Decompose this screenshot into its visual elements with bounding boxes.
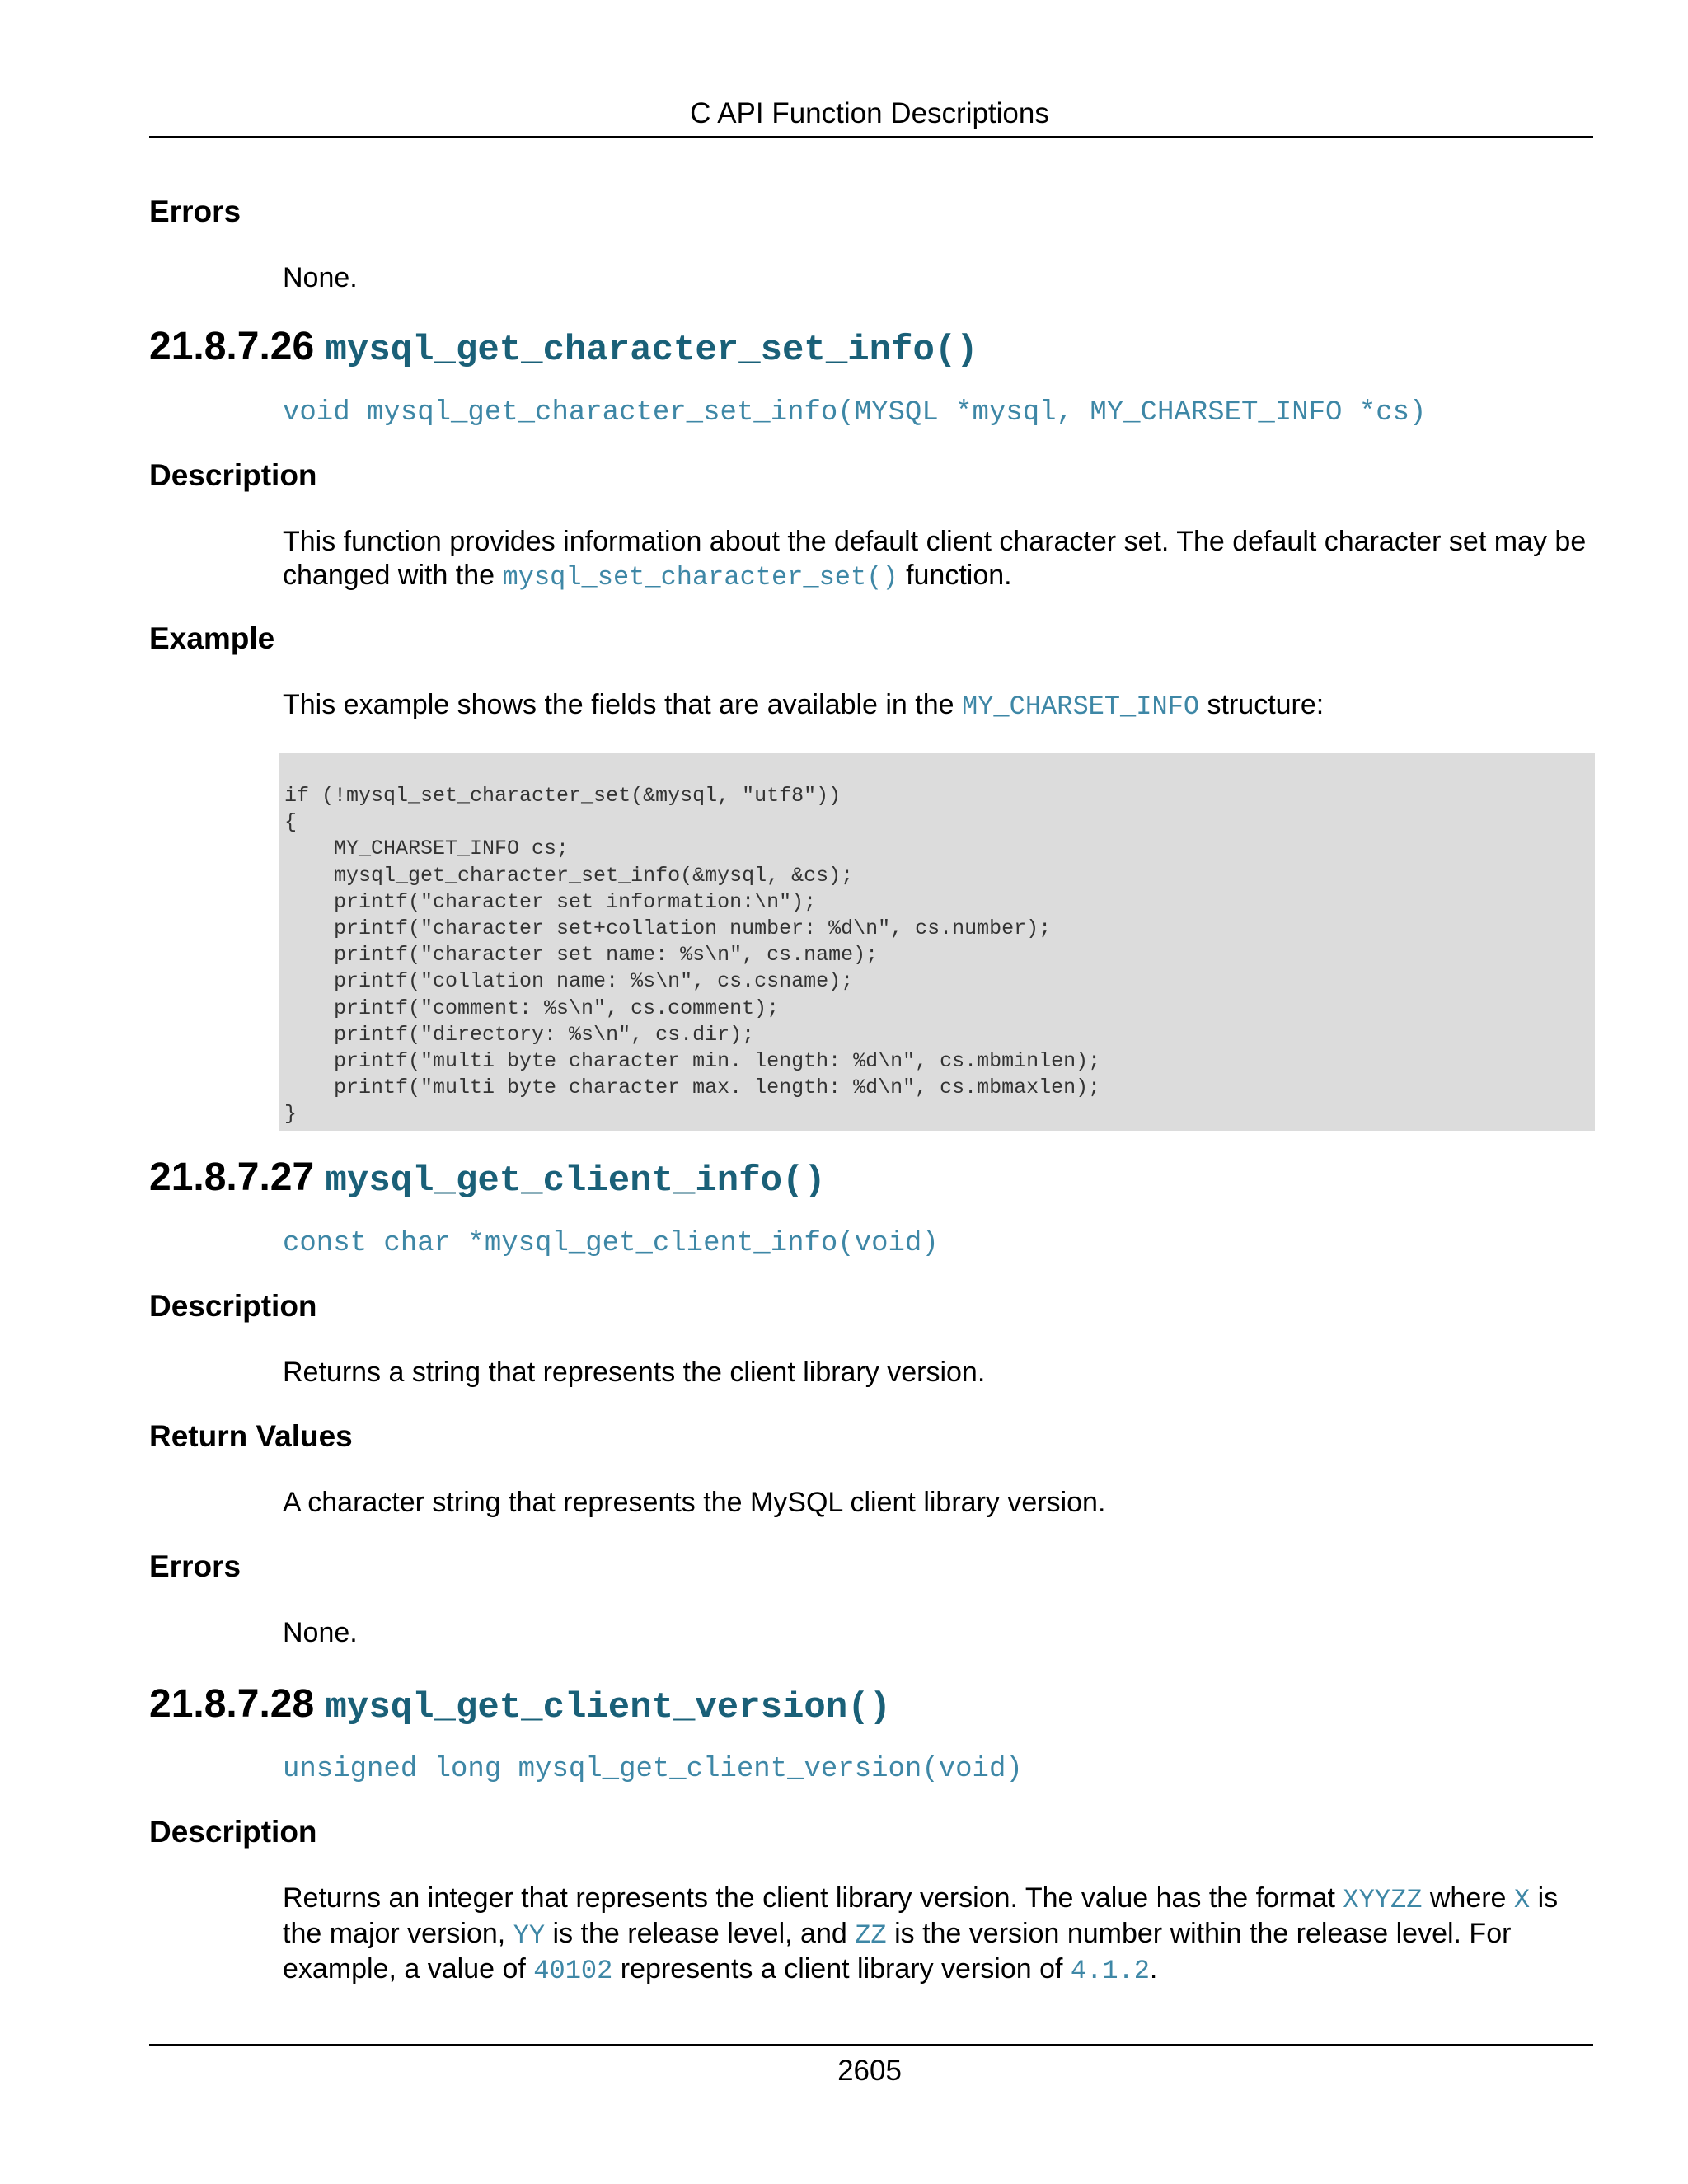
section-number: 21.8.7.27	[149, 1155, 315, 1199]
header-rule	[149, 136, 1593, 138]
section-number: 21.8.7.28	[149, 1682, 315, 1726]
inline-code: MY_CHARSET_INFO	[962, 691, 1200, 722]
description-text: is the major version,	[283, 1882, 1559, 1949]
example-text: This example shows the fields that are available in the	[283, 689, 954, 720]
section-heading-28	[149, 1681, 891, 1728]
inline-code: YY	[513, 1920, 546, 1951]
description-text-end: function.	[906, 560, 1012, 591]
description-text: Returns a string that represents the client library version.	[283, 1357, 986, 1388]
inline-code: XYYZZ	[1343, 1885, 1423, 1915]
code-listing: if (!mysql_set_character_set(&mysql, "utf8")) { MY_CHARSET_INFO cs; mysql_get_character_set_info(&mysql, &cs); printf("character set information:\n"); printf("character set+collation number: %d\n", cs.number); printf("character set name: %s\n", cs.name); printf("collation name: %s\n", cs.csname); printf("comment: %s\n", cs.comment); printf("directory: %s\n", cs.dir); printf("multi byte character min. length: %d\n", cs.mbminlen); printf("multi byte character max. length: %d\n", cs.mbmaxlen); }	[284, 784, 1101, 1127]
section-number: 21.8.7.26	[149, 325, 315, 368]
function-signature: unsigned long mysql_get_client_version(void)	[283, 1754, 1023, 1785]
example-text-end: structure:	[1207, 689, 1325, 720]
function-signature: void mysql_get_character_set_info(MYSQL *mysql, MY_CHARSET_INFO *cs)	[283, 397, 1427, 429]
description-heading: Description	[149, 458, 317, 492]
description-paragraph	[283, 525, 1593, 594]
example-heading: Example	[149, 621, 275, 655]
description-text: This function provides information about the default client character set. The default character set may be changed with the	[283, 526, 1587, 591]
function-name: mysql_get_client_version()	[325, 1687, 892, 1728]
function-name: mysql_get_client_info()	[325, 1160, 826, 1202]
inline-code: ZZ	[855, 1920, 887, 1951]
description-text: is the release level, and	[552, 1918, 847, 1949]
description-text: is the version number within the release level. For example, a value of	[283, 1918, 1512, 1985]
description-text: .	[1149, 1953, 1158, 1985]
description-text: represents a client library version of	[620, 1953, 1063, 1985]
page-number: 2605	[837, 2055, 902, 2087]
errors-heading: Errors	[149, 194, 241, 228]
section-heading-27	[149, 1155, 826, 1202]
inline-code: 4.1.2	[1070, 1956, 1150, 1986]
inline-code: mysql_set_character_set()	[502, 562, 898, 593]
function-signature: const char *mysql_get_client_info(void)	[283, 1228, 939, 1259]
description-text: where	[1429, 1882, 1507, 1914]
page-header-title: C API Function Descriptions	[690, 97, 1049, 129]
inline-code: X	[1513, 1885, 1531, 1915]
function-name: mysql_get_character_set_info()	[325, 330, 978, 371]
description-heading: Description	[149, 1289, 317, 1323]
description-heading: Description	[149, 1815, 317, 1849]
errors-text: None.	[283, 1617, 358, 1648]
return-values-text: A character string that represents the MySQL client library version.	[283, 1487, 1106, 1518]
return-values-heading: Return Values	[149, 1419, 353, 1453]
code-block	[279, 753, 1595, 1131]
description-paragraph	[283, 1882, 1593, 1988]
example-paragraph	[283, 688, 1593, 724]
description-text: Returns an integer that represents the client library version. The value has the format	[283, 1882, 1335, 1914]
section-heading-26	[149, 324, 978, 371]
errors-heading: Errors	[149, 1549, 241, 1583]
errors-text: None.	[283, 262, 358, 293]
inline-code: 40102	[533, 1956, 613, 1986]
footer-rule	[149, 2044, 1593, 2046]
